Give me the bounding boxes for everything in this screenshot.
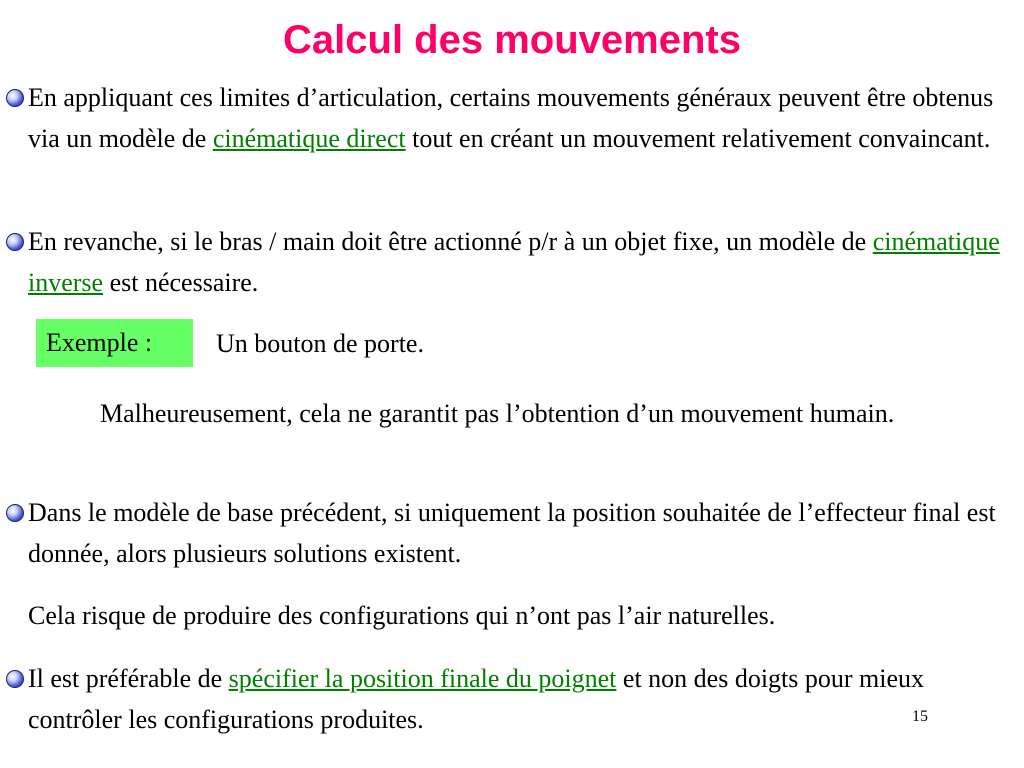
bullet-4-before: Il est préférable de — [28, 664, 229, 693]
example-note: Malheureusement, cela ne garantit pas l’obtention d’un mouvement humain. — [100, 399, 895, 428]
link-position-poignet[interactable]: spécifier la position finale du poignet — [228, 664, 617, 693]
example-label: Exemple : — [36, 319, 193, 367]
bullet-1-before: En appliquant ces limites d’articulation, certains mouvements généraux peuvent être obtenus via un modèle de — [28, 83, 994, 153]
bullet-3-text: Dans le modèle de base précédent, si uniquement la position souhaitée de l’effecteur final est donnée, alors plusieurs solutions existent. — [28, 498, 996, 568]
bullet-1-after: tout en créant un mouvement relativement convaincant. — [405, 124, 991, 153]
bullet-icon — [6, 233, 24, 251]
link-cinematique-direct[interactable]: cinématique direct — [212, 124, 406, 153]
bullet-icon — [6, 89, 24, 107]
bullet-2-text — [28, 221, 1018, 303]
bullet-2-after: est nécessaire. — [103, 268, 259, 297]
slide-title: Calcul des mouvements — [283, 18, 741, 62]
bullet-4-text — [28, 658, 1018, 740]
bullet-1-text — [28, 77, 1018, 159]
page-number: 15 — [912, 708, 928, 725]
bullet-3-sub: Cela risque de produire des configurations qui n’ont pas l’air naturelles. — [28, 601, 776, 630]
example-text: Un bouton de porte. — [216, 329, 424, 358]
bullet-2-before: En revanche, si le bras / main doit être actionné p/r à un objet fixe, un modèle de — [28, 227, 873, 256]
bullet-icon — [6, 504, 24, 522]
bullet-4-after: et non des doigts pour mieux contrôler les configurations produites. — [28, 664, 925, 734]
bullet-icon — [6, 670, 24, 688]
link-cinematique-inverse[interactable]: cinématique inverse — [28, 227, 1000, 297]
